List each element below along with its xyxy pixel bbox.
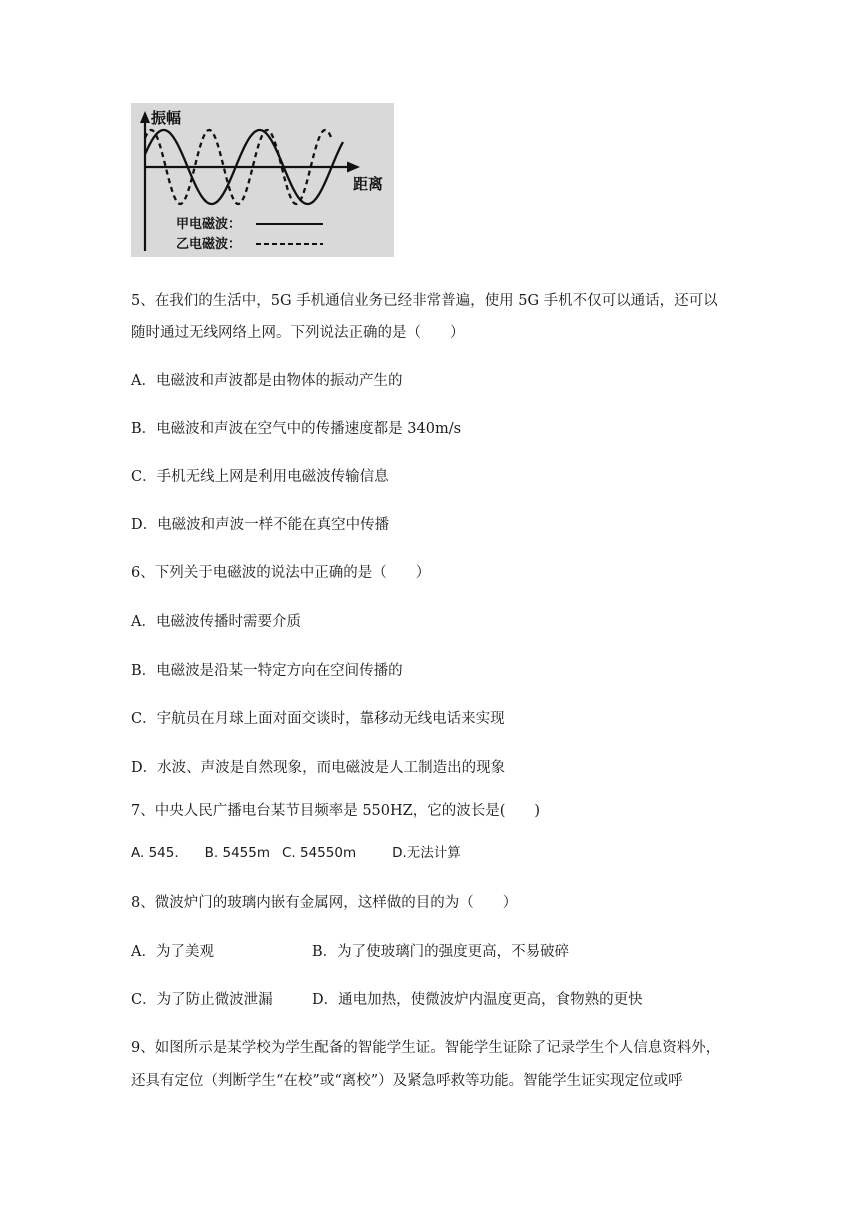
q7-option-d: D.无法计算 bbox=[392, 845, 461, 861]
q5-option-d: D．电磁波和声波一样不能在真空中传播 bbox=[131, 517, 390, 533]
wave-diagram bbox=[131, 103, 394, 257]
y-axis-arrow-icon bbox=[140, 111, 150, 123]
q6-option-d: D．水波、声波是自然现象，而电磁波是人工制造出的现象 bbox=[131, 760, 506, 776]
q5-stem-line1: 5、在我们的生活中，5G 手机通信业务已经非常普遍，使用 5G 手机不仅可以通话，还可以 bbox=[131, 293, 718, 309]
q5-option-c: C．手机无线上网是利用电磁波传输信息 bbox=[131, 469, 389, 485]
x-axis-arrow-icon bbox=[347, 162, 360, 173]
legend-jia-label: 甲电磁波： bbox=[176, 217, 242, 232]
q7-option-c: C. 54550m bbox=[282, 845, 357, 861]
y-axis-label: 振幅 bbox=[151, 109, 182, 127]
q7-stem: 7、中央人民广播电台某节目频率是 550HZ，它的波长是( ) bbox=[131, 803, 541, 819]
q6-option-c: C．宇航员在月球上面对面交谈时，靠移动无线电话来实现 bbox=[131, 711, 505, 727]
q8-stem: 8、微波炉门的玻璃内嵌有金属网，这样做的目的为（ ） bbox=[131, 895, 518, 911]
q8-option-c: C．为了防止微波泄漏 bbox=[131, 992, 273, 1008]
q8-option-d: D．通电加热，使微波炉内温度更高，食物熟的更快 bbox=[312, 992, 643, 1008]
x-axis-label: 距离 bbox=[353, 175, 384, 193]
wave-figure bbox=[131, 103, 394, 257]
q9-line2: 还具有定位（判断学生“在校”或“离校”）及紧急呼救等功能。智能学生证实现定位或呼 bbox=[131, 1073, 683, 1089]
q5-option-a: A．电磁波和声波都是由物体的振动产生的 bbox=[131, 373, 403, 389]
q6-option-a: A．电磁波传播时需要介质 bbox=[131, 614, 301, 630]
q7-option-b: B. 5455m bbox=[204, 845, 270, 861]
q5-stem-line2: 随时通过无线网络上网。下列说法正确的是（ ） bbox=[131, 325, 465, 341]
q6-option-b: B．电磁波是沿某一特定方向在空间传播的 bbox=[131, 663, 403, 679]
q8-option-b: B．为了使玻璃门的强度更高，不易破碎 bbox=[312, 944, 570, 960]
q7-options bbox=[131, 843, 461, 863]
q9-line1: 9、如图所示是某学校为学生配备的智能学生证。智能学生证除了记录学生个人信息资料外， bbox=[131, 1040, 721, 1056]
q6-stem: 6、下列关于电磁波的说法中正确的是（ ） bbox=[131, 565, 431, 581]
legend-yi-label: 乙电磁波： bbox=[176, 237, 242, 252]
q8-option-a: A．为了美观 bbox=[131, 944, 214, 960]
q7-option-a: A. 545. bbox=[131, 845, 179, 861]
q5-option-b: B．电磁波和声波在空气中的传播速度都是 340m/s bbox=[131, 421, 462, 437]
